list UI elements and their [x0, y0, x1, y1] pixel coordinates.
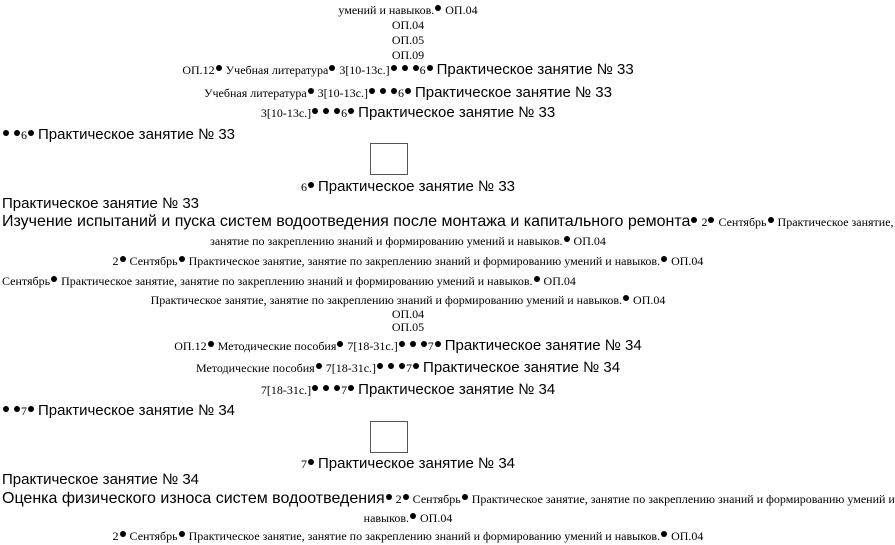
bullet-icon: [312, 385, 318, 391]
bullet-icon: [179, 256, 185, 262]
text-line-12: Сентябрь Практическое занятие, занятие по закреплению знаний и формированию умений и навыков. ОП.04: [2, 274, 576, 288]
text-line-4: ОП.09: [391, 48, 425, 62]
bullet-icon: [399, 363, 405, 369]
bullet-icon: [323, 385, 329, 391]
bullet-icon: [403, 494, 409, 500]
text-line-3: ОП.05: [391, 33, 425, 47]
text-line-16: ОП.12 Методические пособия 7[18-31с.] 7 Практическое занятие № 34: [174, 337, 642, 354]
bullet-icon: [348, 385, 354, 391]
bullet-icon: [623, 295, 629, 301]
bullet-icon: [413, 65, 419, 71]
bullet-icon: [691, 217, 697, 223]
text-line-11: 2 Сентябрь Практическое занятие, занятие по закреплению знаний и формированию умений и навыков. ОП.04: [112, 254, 704, 268]
text-line-19: 7 Практическое занятие № 34: [2, 403, 818, 418]
bullet-icon: [208, 341, 214, 347]
text-line-10: занятие по закреплению знаний и формированию умений и навыков. ОП.04: [210, 234, 606, 248]
bullet-icon: [661, 531, 667, 537]
bullet-icon: [334, 108, 340, 114]
bullet-icon: [51, 276, 57, 282]
bullet-icon: [120, 256, 126, 262]
bullet-icon: [28, 406, 34, 412]
text-line-5: ОП.12 Учебная литература 3[10-13с.] 6 Практическое занятие № 33: [182, 61, 634, 78]
bullet-icon: [421, 341, 427, 347]
bullet-icon: [3, 406, 9, 412]
bullet-icon: [380, 88, 386, 94]
bullet-icon: [14, 130, 20, 136]
bullet-icon: [316, 363, 322, 369]
lesson-heading-34: Практическое занятие № 34: [2, 471, 200, 488]
lesson-title-34: Оценка физического износа систем водоотведения 2 Сентябрь Практическое занятие, занятие по закреплению знаний и формированию умений и: [2, 490, 895, 507]
text-line-13: Практическое занятие, занятие по закреплению знаний и формированию умений и навыков. ОП.04: [150, 293, 666, 307]
text-line-21: навыков. ОП.04: [363, 511, 453, 525]
lesson-title-33: Изучение испытаний и пуска систем водоотведения после монтажа и капитального ремонта 2 Сентябрь Практическое занятие,: [2, 213, 894, 230]
bullet-icon: [410, 341, 416, 347]
bullet-icon: [369, 88, 375, 94]
image-placeholder: [370, 143, 408, 175]
bullet-icon: [308, 459, 314, 465]
bullet-icon: [337, 341, 343, 347]
text-line-7: 3[10-13с.] 6 Практическое занятие № 33: [260, 104, 556, 121]
bullet-icon: [377, 363, 383, 369]
bullet-icon: [14, 406, 20, 412]
text-line-2: ОП.04: [391, 18, 425, 32]
bullet-icon: [768, 217, 774, 223]
bullet-icon: [564, 236, 570, 242]
bullet-icon: [3, 130, 9, 136]
bullet-icon: [435, 5, 441, 11]
text-line-15: ОП.05: [391, 320, 425, 334]
bullet-icon: [348, 108, 354, 114]
bullet-icon: [391, 88, 397, 94]
bullet-icon: [312, 108, 318, 114]
bullet-icon: [28, 130, 34, 136]
bullet-icon: [413, 363, 419, 369]
bullet-icon: [462, 494, 468, 500]
bullet-icon: [388, 363, 394, 369]
text-line-9: 6 Практическое занятие № 33: [300, 178, 515, 195]
bullet-icon: [179, 531, 185, 537]
text-line-18: 7[18-31с.] 7 Практическое занятие № 34: [260, 381, 556, 398]
bullet-icon: [334, 385, 340, 391]
text-line-6: Учебная литература 3[10-13с.] 6 Практическое занятие № 33: [204, 84, 612, 101]
bullet-icon: [708, 217, 714, 223]
bullet-icon: [308, 88, 314, 94]
bullet-icon: [386, 494, 392, 500]
bullet-icon: [435, 341, 441, 347]
image-placeholder: [370, 421, 408, 453]
text-line-8: 6 Практическое занятие № 33: [2, 127, 818, 142]
bullet-icon: [661, 256, 667, 262]
lesson-heading-33: Практическое занятие № 33: [2, 195, 200, 212]
text-line-1: умений и навыков. ОП.04: [338, 3, 478, 17]
bullet-icon: [323, 108, 329, 114]
bullet-icon: [391, 65, 397, 71]
bullet-icon: [402, 65, 408, 71]
bullet-icon: [534, 276, 540, 282]
bullet-icon: [427, 65, 433, 71]
bullet-icon: [399, 341, 405, 347]
bullet-icon: [216, 65, 222, 71]
bullet-icon: [120, 531, 126, 537]
text-line-20: 7 Практическое занятие № 34: [300, 455, 515, 472]
text-line-22: 2 Сентябрь Практическое занятие, занятие по закреплению знаний и формированию умений и навыков. ОП.04: [112, 529, 704, 543]
text-line-14: ОП.04: [391, 307, 425, 321]
bullet-icon: [329, 65, 335, 71]
bullet-icon: [410, 513, 416, 519]
text-line-17: Методические пособия 7[18-31с.] 7 Практическое занятие № 34: [195, 359, 621, 376]
bullet-icon: [308, 182, 314, 188]
bullet-icon: [405, 88, 411, 94]
